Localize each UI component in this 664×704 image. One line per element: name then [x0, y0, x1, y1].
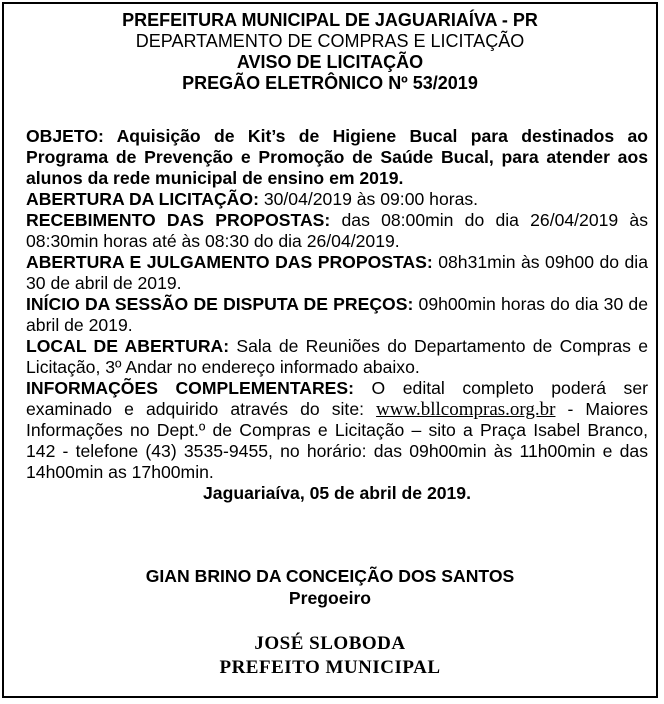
abertura-label: ABERTURA DA LICITAÇÃO:	[26, 189, 259, 209]
licitacao-notice	[2, 2, 658, 698]
pregoeiro-name: GIAN BRINO DA CONCEIÇÃO DOS SANTOS	[145, 566, 515, 586]
recebimento-label: RECEBIMENTO DAS PROPOSTAS:	[26, 210, 331, 230]
local-paragraph	[26, 336, 648, 378]
prefeitura-title: PREFEITURA MUNICIPAL DE JAGUARIAÍVA - PR	[122, 10, 538, 30]
aviso-title: AVISO DE LICITAÇÃO	[236, 52, 424, 72]
informacoes-text-before: O edital completo poderá ser examinado e adquirido através do site:	[26, 378, 648, 419]
pregao-title: PREGÃO ELETRÔNICO Nº 53/2019	[182, 73, 478, 93]
objeto-label: OBJETO:	[26, 126, 104, 146]
notice-body	[26, 126, 648, 504]
recebimento-text: das 08:00min do dia 26/04/2019 às 08:30min horas até às 08:30 do dia 26/04/2019.	[26, 210, 648, 251]
inicio-label: INÍCIO DA SESSÃO DE DISPUTA DE PREÇOS:	[26, 294, 414, 314]
julgamento-paragraph	[26, 252, 648, 294]
objeto-text: Aquisição de Kit’s de Higiene Bucal para destinados ao Programa de Prevenção e Promoção de Saúde Bucal, para atender aos alunos da rede municipal de ensino em 2019.	[26, 126, 648, 188]
informacoes-label: INFORMAÇÕES COMPLEMENTARES:	[26, 378, 355, 398]
recebimento-paragraph	[26, 210, 648, 252]
local-label: LOCAL DE ABERTURA:	[26, 336, 230, 356]
inicio-paragraph	[26, 294, 648, 336]
informacoes-paragraph	[26, 378, 648, 483]
prefeito-role: PREFEITO MUNICIPAL	[219, 657, 441, 678]
notice-header	[4, 10, 656, 94]
notice-date: Jaguariaíva, 05 de abril de 2019.	[203, 483, 471, 503]
abertura-paragraph	[26, 189, 648, 210]
julgamento-label: ABERTURA E JULGAMENTO DAS PROPOSTAS:	[26, 252, 433, 272]
local-text: Sala de Reuniões do Departamento de Compras e Licitação, 3º Andar no endereço informado abaixo.	[26, 336, 648, 377]
objeto-paragraph	[26, 126, 648, 189]
signature-prefeito	[4, 632, 656, 680]
departamento-title: DEPARTAMENTO DE COMPRAS E LICITAÇÃO	[135, 31, 525, 51]
prefeito-name: JOSÉ SLOBODA	[254, 633, 406, 654]
signature-pregoeiro	[4, 565, 656, 609]
bllcompras-link[interactable]: www.bllcompras.org.br	[376, 399, 556, 420]
pregoeiro-role: Pregoeiro	[288, 588, 372, 608]
abertura-text: 30/04/2019 às 09:00 horas.	[263, 189, 479, 209]
informacoes-text-after: - Maiores Informações no Dept.º de Compras e Licitação – sito a Praça Isabel Branco, 142 - telefone (43) 3535-9455, no horário: das 09h00min às 11h00min e das 14h00min as 17h00min.	[26, 399, 648, 482]
julgamento-text: 08h31min às 09h00 do dia 30 de abril de 2019.	[26, 252, 648, 293]
inicio-text: 09h00min horas do dia 30 de abril de 2019.	[26, 294, 649, 335]
